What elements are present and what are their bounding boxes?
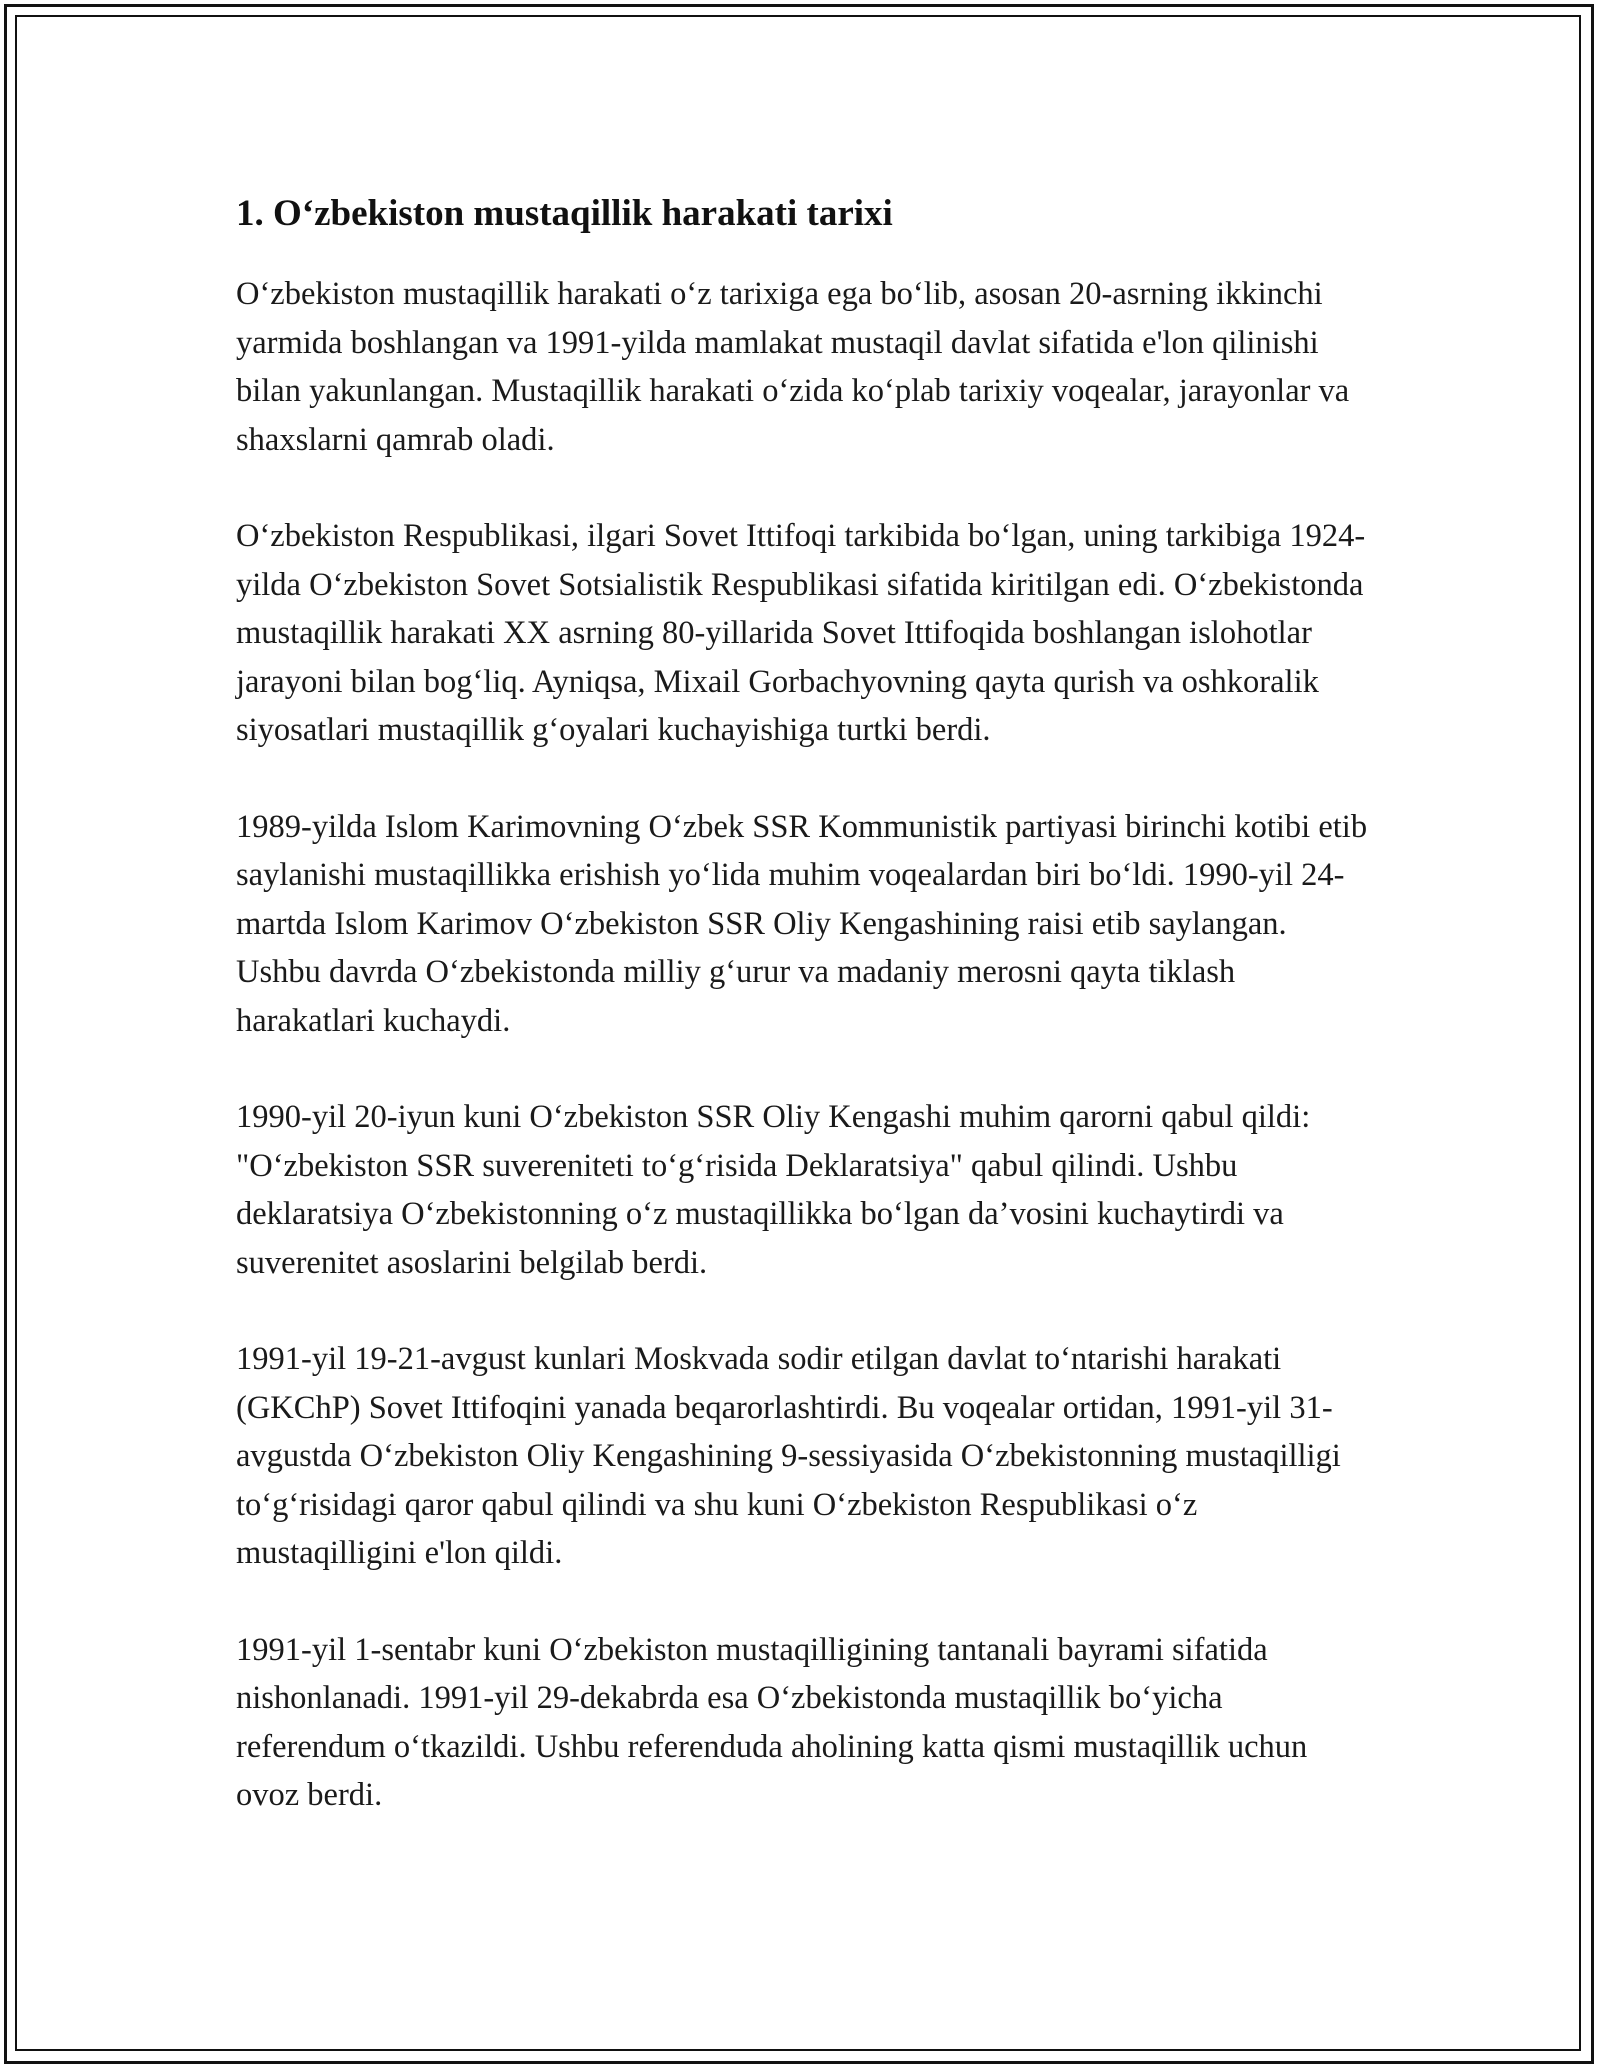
- paragraph-referendum: 1991-yil 1-sentabr kuni O‘zbekiston mustaqilligining tantanali bayrami sifatida nishonlanadi. 1991-yil 29-dekabrda esa O‘zbekistonda mustaqillik bo‘yicha referendum o‘tkazildi. Ushbu referenduda aholining katta qismi mustaqillik uchun ovoz berdi.: [236, 1631, 1308, 1813]
- paragraph-sovereignty-declaration: 1990-yil 20-iyun kuni O‘zbekiston SSR Oliy Kengashi muhim qarorni qabul qildi: "O‘zbekiston SSR suvereniteti to‘g‘risida Deklaratsiya" qabul qilindi. Ushbu deklaratsiya O‘zbekistonning o‘z mustaqillikka bo‘lgan da’vosini kuchaytirdi va suverenitet asoslarini belgilab berdi.: [236, 1099, 1311, 1281]
- paragraph-independence-declared: 1991-yil 19-21-avgust kunlari Moskvada sodir etilgan davlat to‘ntarishi harakati (GKChP) Sovet Ittifoqini yanada beqarorlashtirdi. Bu voqealar ortidan, 1991-yil 31-avgustda O‘zbekiston Oliy Kengashining 9-sessiyasida O‘zbekistonning mustaqilligi to‘g‘risidagi qaror qabul qilindi va shu kuni O‘zbekiston Respublikasi o‘z mustaqilligini e'lon qildi.: [236, 1341, 1341, 1571]
- paragraph-soviet-era: O‘zbekiston Respublikasi, ilgari Sovet Ittifoqi tarkibida bo‘lgan, uning tarkibiga 1924-yilda O‘zbekiston Sovet Sotsialistik Respublikasi sifatida kiritilgan edi. O‘zbekistonda mustaqillik harakati XX asrning 80-yillarida Sovet Ittifoqida boshlangan islohotlar jarayoni bilan bog‘liq. Ayniqsa, Mixail Gorbachyovning qayta qurish va oshkoralik siyosatlari mustaqillik g‘oyalari kuchayishiga turtki berdi.: [236, 518, 1366, 748]
- section-heading: 1. O‘zbekiston mustaqillik harakati tarixi: [236, 193, 893, 234]
- document-body: [236, 186, 1376, 1868]
- paragraph-intro: O‘zbekiston mustaqillik harakati o‘z tarixiga ega bo‘lib, asosan 20-asrning ikkinchi yarmida boshlangan va 1991-yilda mamlakat mustaqil davlat sifatida e'lon qilinishi bilan yakunlangan. Mustaqillik harakati o‘zida ko‘plab tarixiy voqealar, jarayonlar va shaxslarni qamrab oladi.: [236, 276, 1350, 458]
- paragraph-1989-1990: 1989-yilda Islom Karimovning O‘zbek SSR Kommunistik partiyasi birinchi kotibi etib saylanishi mustaqillikka erishish yo‘lida muhim voqealardan biri bo‘ldi. 1990-yil 24-martda Islom Karimov O‘zbekiston SSR Oliy Kengashining raisi etib saylangan. Ushbu davrda O‘zbekistonda milliy g‘urur va madaniy merosni qayta tiklash harakatlari kuchaydi.: [236, 808, 1368, 1039]
